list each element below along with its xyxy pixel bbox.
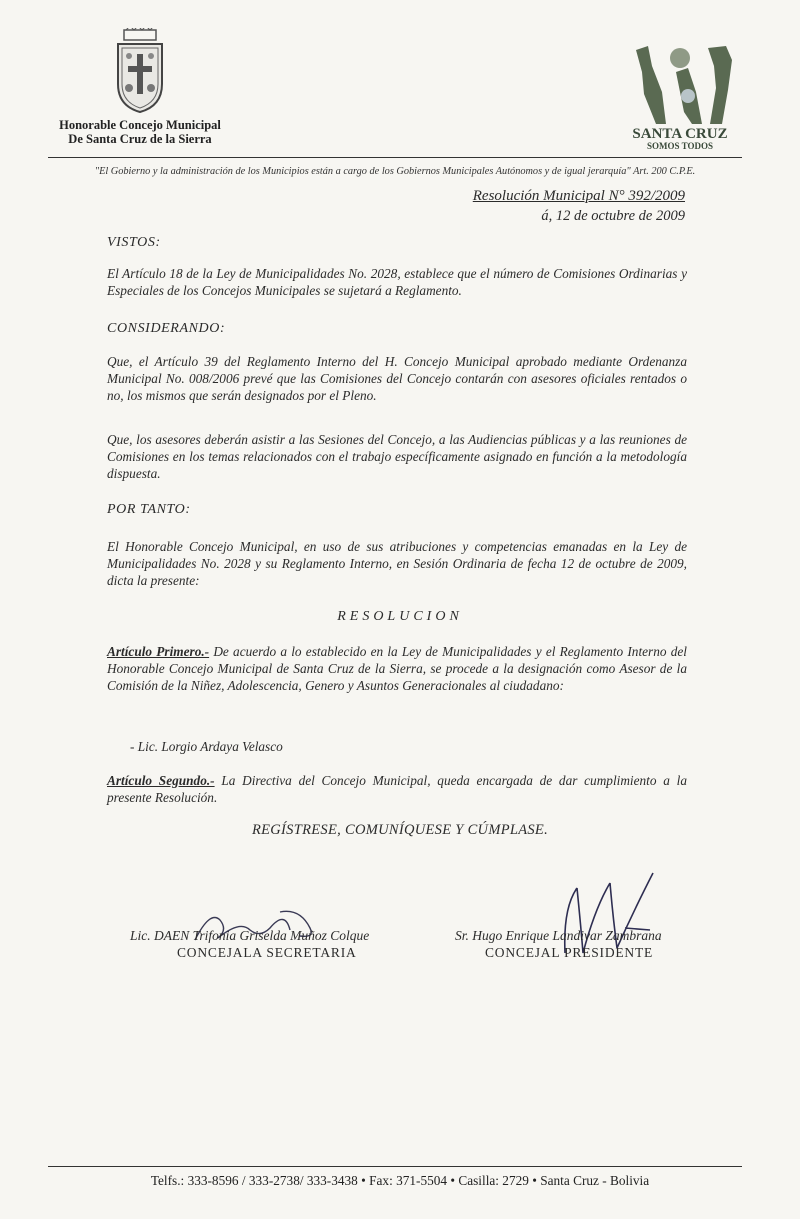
santa-cruz-logo [618, 42, 743, 150]
footer-divider [48, 1166, 742, 1167]
resolucion-heading: RESOLUCION [337, 609, 463, 624]
contact-footer: Telfs.: 333-8596 / 333-2738/ 333-3438 • Fax: 371-5504 • Casilla: 2729 • Santa Cruz - Bolivia [150, 1173, 650, 1188]
closing-formula: REGÍSTRESE, COMUNÍQUESE Y CÚMPLASE. [251, 822, 549, 838]
org-name-line2: De Santa Cruz de la Sierra [68, 132, 212, 146]
org-header [40, 28, 240, 146]
vistos-paragraph: El Artículo 18 de la Ley de Municipalidades No. 2028, establece que el número de Comisiones Ordinarias y Especiales de los Concejos Municipales se sujetará a Reglamento. [107, 266, 687, 298]
article-one [107, 643, 687, 694]
coat-of-arms-icon [112, 28, 168, 114]
right-signatory-title: CONCEJAL PRESIDENTE [485, 945, 654, 960]
considerando-paragraph-1: Que, el Artículo 39 del Reglamento Interno del H. Concejo Municipal aprobado mediante Ordenanza Municipal No. 008/2006 prevé que las Comisiones del Concejo contarán con asesores oficiales rentados o no, los mismos que serán designados por el Pleno. [107, 354, 687, 403]
article-two [107, 772, 687, 806]
article-one-label: Artículo Primero.- [107, 644, 210, 659]
considerando-heading: CONSIDERANDO: [107, 321, 226, 336]
header-divider [48, 157, 742, 158]
considerando-paragraph-2: Que, los asesores deberán asistir a las Sesiones del Concejo, a las Audiencias públicas y a las reuniones de Comisiones en los temas relacionados con el trabajo específicamente asignado en función a la metodología dispuesta. [107, 432, 687, 481]
constitution-quote: "El Gobierno y la administración de los Municipios están a cargo de los Gobiernos Municipales Autónomos y de igual jerarquía" Art. 200 C.P.E. [94, 166, 696, 177]
resolution-number: Resolución Municipal N° 392/2009 [472, 188, 685, 204]
article-two-text: La Directiva del Concejo Municipal, queda encargada de dar cumplimiento a la presente Resolución. [107, 773, 687, 805]
portanto-heading: POR TANTO: [107, 502, 191, 517]
right-signatory-name: Sr. Hugo Enrique Landivar Zambrana [455, 928, 662, 943]
santa-cruz-figures-icon [618, 42, 743, 150]
vistos-heading: VISTOS: [107, 235, 161, 250]
left-signatory-name: Lic. DAEN Trifonia Griselda Muñoz Colque [130, 928, 370, 943]
portanto-paragraph: El Honorable Concejo Municipal, en uso de sus atribuciones y competencias emanadas en la Ley de Municipalidades No. 2028 y su Reglamento Interno, en Sesión Ordinaria de fecha 12 de octubre de 2009, dicta la presente: [107, 539, 687, 588]
appointee-name: - Lic. Lorgio Ardaya Velasco [130, 739, 283, 754]
article-one-text: De acuerdo a lo establecido en la Ley de Municipalidades y el Reglamento Interno del Honorable Concejo Municipal de Santa Cruz de la Sierra, se procede a la designación como Asesor de la Comisión de la Niñez, Adolescencia, Genero y Asuntos Generacionales al ciudadano: [107, 644, 687, 693]
org-name-line1: Honorable Concejo Municipal [59, 118, 221, 132]
logo-text-sub: SOMOS TODOS [647, 141, 713, 150]
resolution-date: á, 12 de octubre de 2009 [541, 208, 685, 224]
logo-text-main: SANTA CRUZ [632, 126, 728, 142]
left-signatory-title: CONCEJALA SECRETARIA [177, 945, 357, 960]
article-two-label: Artículo Segundo.- [107, 773, 215, 788]
